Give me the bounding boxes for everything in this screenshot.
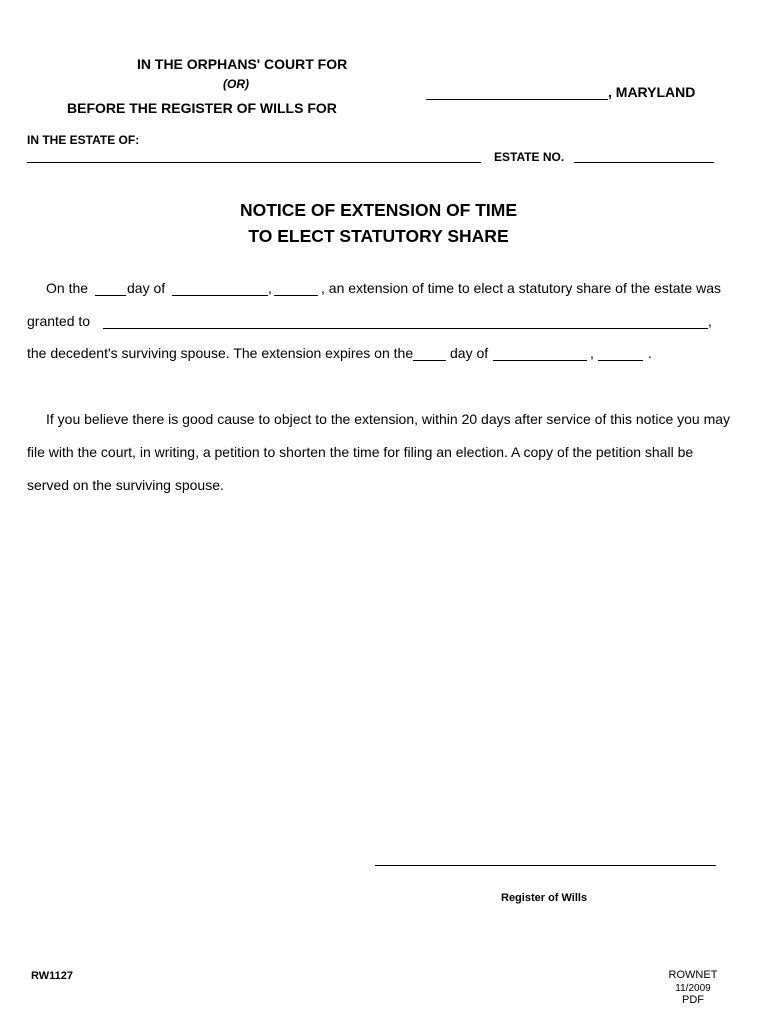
- county-line[interactable]: [426, 99, 608, 100]
- estate-no-label: ESTATE NO.: [494, 150, 565, 164]
- form-number: RW1127: [31, 970, 73, 982]
- day-of-text-2: day of: [450, 345, 489, 361]
- objection-line-1: If you believe there is good cause to object to the extension, within 20 days after service of this notice you may: [46, 411, 731, 427]
- year-line-2[interactable]: [598, 360, 643, 361]
- month-line-2[interactable]: [493, 360, 587, 361]
- title-line-2: TO ELECT STATUTORY SHARE: [248, 226, 509, 246]
- or-label: (OR): [223, 77, 249, 91]
- court-heading: IN THE ORPHANS' COURT FOR: [137, 56, 348, 72]
- month-line-1[interactable]: [172, 295, 268, 296]
- objection-line-2: file with the court, in writing, a petition to shorten the time for filing an election. A copy of the petition shall be: [27, 444, 694, 460]
- register-of-wills-label: Register of Wills: [501, 892, 588, 904]
- on-the-text: On the: [46, 280, 89, 296]
- estate-of-label: IN THE ESTATE OF:: [27, 133, 140, 147]
- spouse-text: the decedent's surviving spouse. The extension expires on the: [27, 345, 414, 361]
- extension-text: , an extension of time to elect a statutory share of the estate was: [321, 280, 721, 296]
- period: .: [648, 345, 652, 361]
- estate-name-line[interactable]: [27, 162, 481, 163]
- granted-to-line[interactable]: [103, 328, 708, 329]
- title-line-1: NOTICE OF EXTENSION OF TIME: [239, 200, 518, 220]
- register-heading: BEFORE THE REGISTER OF WILLS FOR: [67, 100, 337, 116]
- granted-to-text: granted to: [27, 313, 91, 329]
- day-line-1[interactable]: [95, 295, 126, 296]
- comma-3: ,: [590, 345, 594, 361]
- source-label: ROWNET: [668, 969, 718, 981]
- year-line-1[interactable]: [274, 295, 318, 296]
- signature-line[interactable]: [375, 865, 716, 866]
- comma-2: ,: [708, 313, 712, 329]
- objection-line-3: served on the surviving spouse.: [27, 477, 224, 493]
- comma-1: ,: [268, 280, 272, 296]
- format-label: PDF: [682, 994, 704, 1006]
- estate-no-line[interactable]: [574, 162, 714, 163]
- revision-date: 11/2009: [675, 983, 711, 994]
- day-line-2[interactable]: [413, 360, 446, 361]
- maryland-label: , MARYLAND: [608, 84, 696, 100]
- day-of-text-1: day of: [127, 280, 166, 296]
